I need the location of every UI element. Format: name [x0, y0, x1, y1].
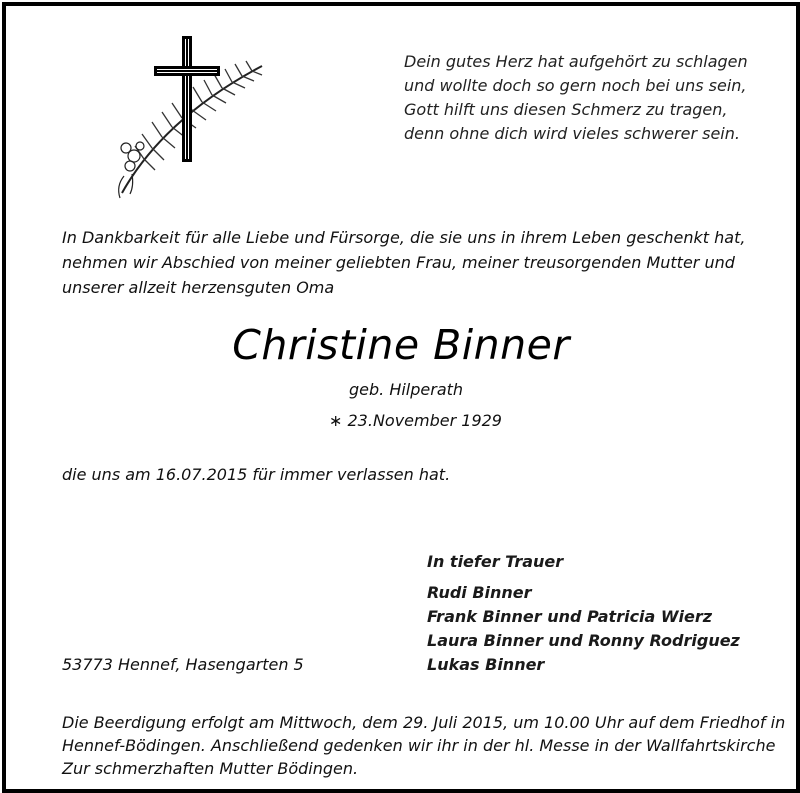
funeral-line: Hennef-Bödingen. Anschließend gedenken wir ihr in der hl. Messe in der Wallfahrtskirche: [62, 736, 776, 755]
obituary-notice: [2, 2, 800, 793]
poem-line: Gott hilft uns diesen Schmerz zu tragen,: [404, 100, 728, 119]
cross-with-palm-branch-icon: [102, 28, 282, 213]
death-line: die uns am 16.07.2015 für immer verlassen hat.: [62, 465, 451, 484]
mourner-name: Frank Binner und Patricia Wierz: [427, 607, 713, 626]
funeral-line: Die Beerdigung erfolgt am Mittwoch, dem 29. Juli 2015, um 10.00 Uhr auf dem Friedhof in: [62, 713, 786, 732]
intro-line: In Dankbarkeit für alle Liebe und Fürsorge, die sie uns in ihrem Leben geschenkt hat,: [62, 228, 746, 247]
poem-line: Dein gutes Herz hat aufgehört zu schlagen: [404, 52, 748, 71]
birth-date: ∗ 23.November 1929: [329, 411, 502, 430]
funeral-details: [62, 711, 786, 780]
poem-line: und wollte doch so gern noch bei uns sein,: [404, 76, 747, 95]
intro-line: unserer allzeit herzensguten Oma: [62, 278, 335, 297]
mourner-name: Rudi Binner: [427, 583, 532, 602]
family-address: 53773 Hennef, Hasengarten 5: [62, 655, 304, 674]
memorial-poem: [404, 50, 784, 146]
mourning-heading: In tiefer Trauer: [427, 552, 564, 571]
intro-paragraph: [62, 225, 752, 300]
funeral-line: Zur schmerzhaften Mutter Bödingen.: [62, 759, 359, 778]
deceased-name: Christine Binner: [232, 321, 570, 369]
mourner-name: Laura Binner und Ronny Rodriguez: [427, 631, 740, 650]
maiden-name: geb. Hilperath: [349, 380, 464, 399]
poem-line: denn ohne dich wird vieles schwerer sein.: [404, 124, 740, 143]
intro-line: nehmen wir Abschied von meiner geliebten Frau, meiner treusorgenden Mutter und: [62, 253, 735, 272]
mourner-name: Lukas Binner: [427, 655, 545, 674]
mourners-list: [427, 581, 740, 677]
